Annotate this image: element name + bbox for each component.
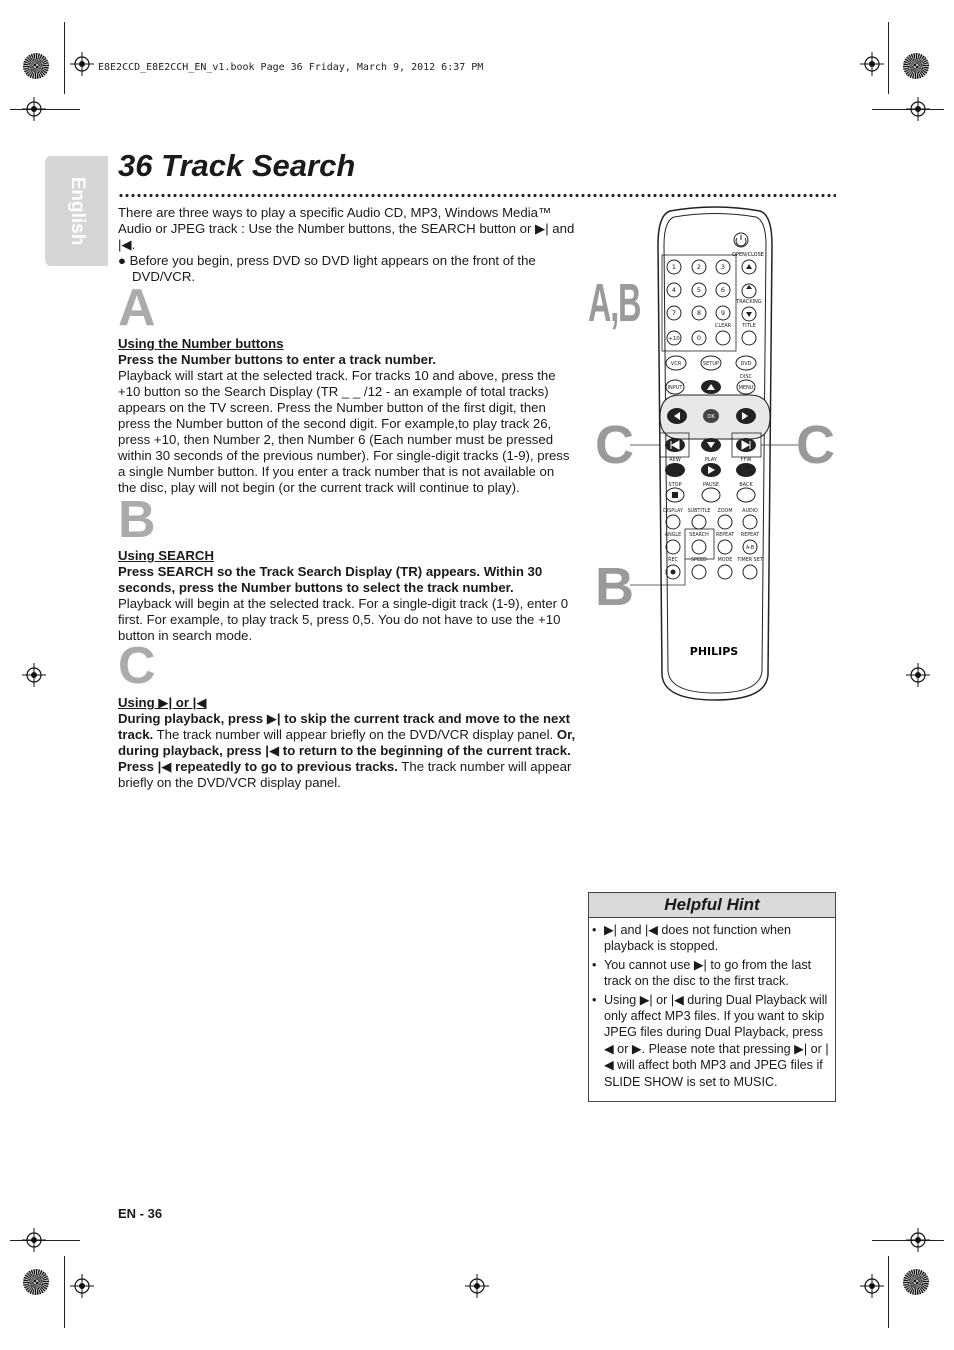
audio-label: AUDIO: [742, 509, 758, 514]
rec-label: REC: [668, 558, 678, 563]
clear-label: CLEAR: [714, 323, 732, 329]
timer-set-label: TIMER SET: [737, 558, 763, 563]
helpful-hint-title: Helpful Hint: [589, 893, 835, 918]
disc-label: DISC: [740, 374, 752, 380]
helpful-hint-box: [588, 892, 836, 1102]
callout-b: B: [595, 557, 634, 617]
section-c: [118, 695, 576, 791]
crop-mark: [888, 1256, 889, 1328]
ok-label: OK: [707, 414, 715, 420]
section-a-heading: Using the Number buttons: [118, 336, 284, 351]
callout-ab: A,B: [588, 273, 641, 333]
registration-target-icon: [465, 1274, 489, 1298]
language-tab: [45, 156, 108, 266]
dvd-label: DVD: [740, 361, 752, 367]
registration-target-icon: [860, 1274, 884, 1298]
section-b-body: Playback will begin at the selected track. For a single-digit track (1-9), enter 0 first. For example, to play track 5, press 0,5. You do not have to use the +10 button in search mode.: [118, 596, 569, 643]
hint-item: • ▶| and |◀ does not function when playback is stopped.: [604, 922, 829, 955]
crop-mark: [64, 1256, 65, 1328]
section-c-p2: The track number will appear briefly on the DVD/VCR display panel.: [118, 759, 572, 790]
intro-bullet: ● Before you begin, press DVD so DVD light appears on the front of the DVD/VCR.: [118, 253, 536, 284]
search-label: SEARCH: [689, 533, 709, 538]
crop-mark: [888, 22, 889, 94]
vcr-label: VCR: [670, 361, 682, 367]
registration-dial-icon: [903, 1269, 929, 1295]
ffw-label: FFW: [740, 457, 752, 463]
stop-label: STOP: [668, 482, 682, 488]
remote-control-illustration: [630, 205, 800, 705]
num-6-label: 6: [720, 286, 726, 294]
section-c-p1: The track number will appear briefly on the DVD/VCR display panel.: [153, 727, 557, 742]
section-a-body: Playback will start at the selected track. For tracks 10 and above, press the +10 button so the Search Display (TR _ _ /12 - an example of total tracks) appears on the TV screen. Press the Number button of the first digit, then press the Number button of the second digit. For example,to play track 26, press +10, then Number 2, then Number 6 (Each number must be pressed within 30 seconds of the previous number). For single-digit tracks (1-9), press a single Number button. If you enter a track number that is not available on the disc, play will not begin (or the current track will continue to play).: [118, 368, 570, 495]
setup-label: SETUP: [702, 361, 720, 367]
registration-target-icon: [906, 1228, 930, 1252]
section-b-heading: Using SEARCH: [118, 548, 214, 563]
section-c-heading: Using ▶| or |◀: [118, 695, 207, 710]
page-title-text: Track Search: [161, 148, 356, 183]
registration-dial-icon: [903, 53, 929, 79]
input-label: INPUT: [667, 385, 683, 391]
tracking-label: TRACKING: [736, 299, 762, 305]
hint-item: • You cannot use ▶| to go from the last track on the disc to the first track.: [604, 957, 829, 990]
helpful-hint-list: [589, 922, 835, 1090]
rew-label: REW: [669, 457, 681, 463]
registration-target-icon: [70, 52, 94, 76]
section-b-instruction: Press SEARCH so the Track Search Display (TR) appears. Within 30 seconds, press the Number buttons to select the track number.: [118, 564, 543, 595]
registration-target-icon: [22, 663, 46, 687]
crop-mark: [64, 22, 65, 94]
display-label: DISPLAY: [663, 509, 683, 514]
intro-text: There are three ways to play a specific Audio CD, MP3, Windows Media™ Audio or JPEG track : Use the Number buttons, the SEARCH button or ▶| and |◀.: [118, 205, 575, 252]
section-a: [118, 336, 576, 496]
num-2-label: 2: [696, 263, 702, 271]
registration-target-icon: [906, 663, 930, 687]
registration-dial-icon: [23, 53, 49, 79]
section-a-letter: A: [118, 279, 156, 337]
registration-target-icon: [860, 52, 884, 76]
section-c-p2-bold: Or, during playback, press |◀ to return to the beginning of the current track. Press |◀ repeatedly to go to previous tracks.: [118, 727, 576, 774]
callout-c-right: C: [796, 415, 835, 475]
page-footer: EN - 36: [118, 1206, 163, 1221]
mode-label: MODE: [717, 558, 733, 563]
section-c-body: [118, 711, 576, 791]
registration-dial-icon: [23, 1269, 49, 1295]
num-1-label: 1: [671, 263, 677, 271]
num-4-label: 4: [671, 286, 677, 294]
page-title: [118, 148, 355, 184]
num-3-label: 3: [720, 263, 726, 271]
play-label: PLAY: [704, 457, 718, 463]
open-close-label: OPEN/CLOSE: [732, 252, 764, 258]
speed-label: SPEED: [691, 558, 707, 563]
section-c-letter: C: [118, 637, 156, 695]
ab-label: A-B: [745, 546, 755, 551]
subtitle-label: SUBTITLE: [687, 509, 711, 514]
page-number-title: 36: [118, 148, 153, 183]
repeat-label: REPEAT: [715, 533, 735, 538]
file-header: E8E2CCD_E8E2CCH_EN_v1.book Page 36 Friday, March 9, 2012 6:37 PM: [98, 62, 484, 73]
zoom-label: ZOOM: [717, 509, 733, 514]
menu-label: MENU: [738, 385, 754, 391]
registration-target-icon: [22, 97, 46, 121]
registration-target-icon: [906, 97, 930, 121]
section-b-letter: B: [118, 491, 156, 549]
back-label: BACK: [739, 482, 753, 488]
section-a-instruction: Press the Number buttons to enter a track number.: [118, 352, 437, 367]
intro-block: [118, 205, 576, 285]
registration-target-icon: [22, 1228, 46, 1252]
registration-target-icon: [70, 1274, 94, 1298]
num-8-label: 8: [696, 309, 702, 317]
section-b: [118, 548, 576, 644]
title-dotted-rule: [118, 193, 836, 198]
hint-item: • Using ▶| or |◀ during Dual Playback will only affect MP3 files. If you want to skip JPEG files during Dual Playback, press ◀ or ▶. Please note that pressing ▶| or |◀ will affect both MP3 and JPEG files if SLIDE SHOW is set to MUSIC.: [604, 992, 829, 1090]
pause-label: PAUSE: [702, 482, 720, 488]
language-tab-label: English: [66, 176, 88, 246]
brand-logo: PHILIPS: [689, 645, 739, 658]
callout-c-left: C: [595, 415, 634, 475]
repeat-ab-label: REPEAT: [740, 533, 760, 538]
num-5-label: 5: [696, 286, 702, 294]
angle-label: ANGLE: [664, 533, 682, 538]
num-7-label: 7: [671, 309, 677, 317]
num-9-label: 9: [720, 309, 726, 317]
section-c-p1-bold: During playback, press ▶| to skip the current track and move to the next track.: [118, 711, 571, 742]
title-label: TITLE: [742, 323, 756, 329]
num-0-label: 0: [696, 334, 702, 342]
num-plus10-label: +10: [668, 336, 680, 342]
